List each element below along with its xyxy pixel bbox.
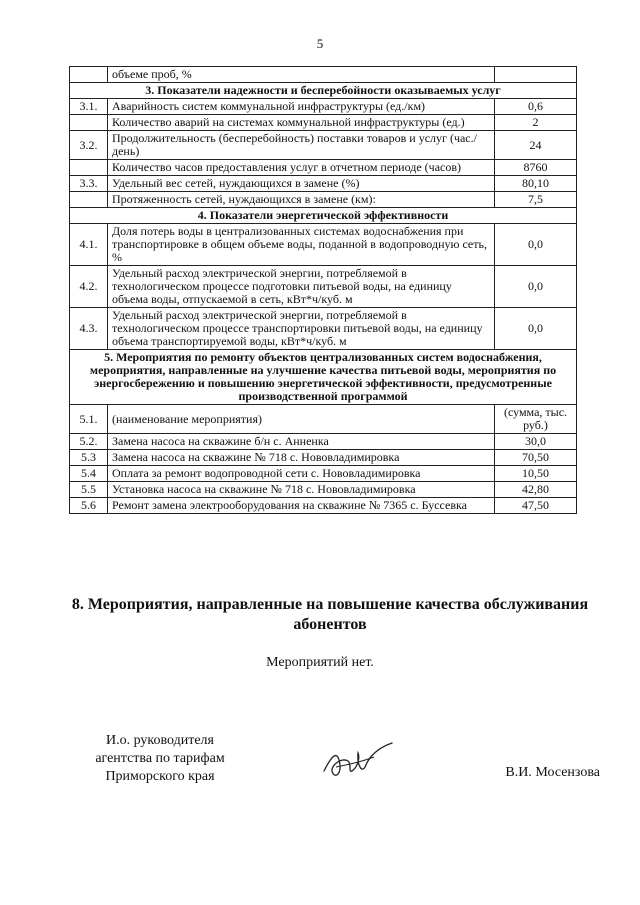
handwritten-signature <box>318 735 398 785</box>
table-row <box>70 308 577 350</box>
table-row <box>70 498 577 514</box>
row-label: Замена насоса на скважине б/н с. Анненка <box>108 434 495 450</box>
row-number: 4.3. <box>70 308 108 350</box>
section-title: 5. Мероприятия по ремонту объектов централизованных систем водоснабжения, мероприятия, направленные на улучшение качества питьевой воды, мероприятия по энергосбережению и повышению энергетической эффективности, предусмотренные производственной программой <box>70 350 577 405</box>
table-row <box>70 192 577 208</box>
table-row <box>70 67 577 83</box>
section-title: 3. Показатели надежности и бесперебойности оказываемых услуг <box>70 83 577 99</box>
table-row <box>70 266 577 308</box>
no-measures-text: Мероприятий нет. <box>266 655 374 670</box>
row-number: 5.6 <box>70 498 108 514</box>
row-value: 0,0 <box>495 308 577 350</box>
row-number: 5.4 <box>70 466 108 482</box>
signatory-role-line: Приморского края <box>105 769 215 784</box>
row-label: Доля потерь воды в централизованных системах водоснабжения при транспортировке в общем объеме воды, поданной в водопроводную сеть, % <box>108 224 495 266</box>
row-label: Продолжительность (бесперебойность) поставки товаров и услуг (час./день) <box>108 131 495 160</box>
row-value: 47,50 <box>495 498 577 514</box>
table-row <box>70 115 577 131</box>
row-label: Количество аварий на системах коммунальной инфраструктуры (ед.) <box>108 115 495 131</box>
row-value <box>495 67 577 83</box>
row-label: Ремонт замена электрооборудования на скважине № 7365 с. Буссевка <box>108 498 495 514</box>
row-label: Замена насоса на скважине № 718 с. Нововладимировка <box>108 450 495 466</box>
row-label: Удельный расход электрической энергии, потребляемой в технологическом процессе подготовки питьевой воды, на единицу объема воды, отпускаемой в сеть, кВт*ч/куб. м <box>108 266 495 308</box>
row-number: 5.2. <box>70 434 108 450</box>
table-row <box>70 450 577 466</box>
section-header-5 <box>70 350 577 405</box>
row-label: Количество часов предоставления услуг в отчетном периоде (часов) <box>108 160 495 176</box>
table-row <box>70 466 577 482</box>
row-number <box>70 115 108 131</box>
row-value: 70,50 <box>495 450 577 466</box>
table-row <box>70 482 577 498</box>
section-title: 4. Показатели энергетической эффективности <box>70 208 577 224</box>
table-row <box>70 176 577 192</box>
row-value: 0,6 <box>495 99 577 115</box>
row-label: Установка насоса на скважине № 718 с. Нововладимировка <box>108 482 495 498</box>
row-label: Удельный вес сетей, нуждающихся в замене (%) <box>108 176 495 192</box>
row-number <box>70 192 108 208</box>
row-label: Удельный расход электрической энергии, потребляемой в технологическом процессе транспортировки питьевой воды, на единицу объема транспортируемой воды, кВт*ч/куб. м <box>108 308 495 350</box>
page-number: 5 <box>316 36 324 51</box>
row-value: 24 <box>495 131 577 160</box>
row-number: 5.3 <box>70 450 108 466</box>
section-header-3 <box>70 83 577 99</box>
row-label: Протяженность сетей, нуждающихся в замене (км): <box>108 192 495 208</box>
table-row <box>70 99 577 115</box>
row-number: 5.5 <box>70 482 108 498</box>
row-value: 8760 <box>495 160 577 176</box>
section-heading-8: 8. Мероприятия, направленные на повышение качества обслуживания абонентов <box>71 596 589 633</box>
row-value: (сумма, тыс. руб.) <box>495 405 577 434</box>
row-number <box>70 67 108 83</box>
table-row <box>70 405 577 434</box>
row-value: 2 <box>495 115 577 131</box>
row-value: 10,50 <box>495 466 577 482</box>
signatory-role <box>80 732 240 786</box>
row-number <box>70 160 108 176</box>
row-label: Аварийность систем коммунальной инфраструктуры (ед./км) <box>108 99 495 115</box>
row-value: 0,0 <box>495 224 577 266</box>
row-number: 4.1. <box>70 224 108 266</box>
row-label: Оплата за ремонт водопроводной сети с. Нововладимировка <box>108 466 495 482</box>
row-value: 7,5 <box>495 192 577 208</box>
table-row <box>70 434 577 450</box>
indicators-table <box>69 66 577 514</box>
row-value: 42,80 <box>495 482 577 498</box>
row-number: 3.3. <box>70 176 108 192</box>
row-value: 0,0 <box>495 266 577 308</box>
row-label: объеме проб, % <box>108 67 495 83</box>
table-row <box>70 224 577 266</box>
row-value: 30,0 <box>495 434 577 450</box>
section-header-4 <box>70 208 577 224</box>
row-value: 80,10 <box>495 176 577 192</box>
signatory-role-line: И.о. руководителя <box>105 733 214 748</box>
table-row <box>70 160 577 176</box>
signatory-name: В.И. Мосензова <box>505 765 600 780</box>
row-label: (наименование мероприятия) <box>108 405 495 434</box>
row-number: 3.1. <box>70 99 108 115</box>
row-number: 3.2. <box>70 131 108 160</box>
table-row <box>70 131 577 160</box>
signatory-role-line: агентства по тарифам <box>95 751 225 766</box>
row-number: 4.2. <box>70 266 108 308</box>
row-number: 5.1. <box>70 405 108 434</box>
